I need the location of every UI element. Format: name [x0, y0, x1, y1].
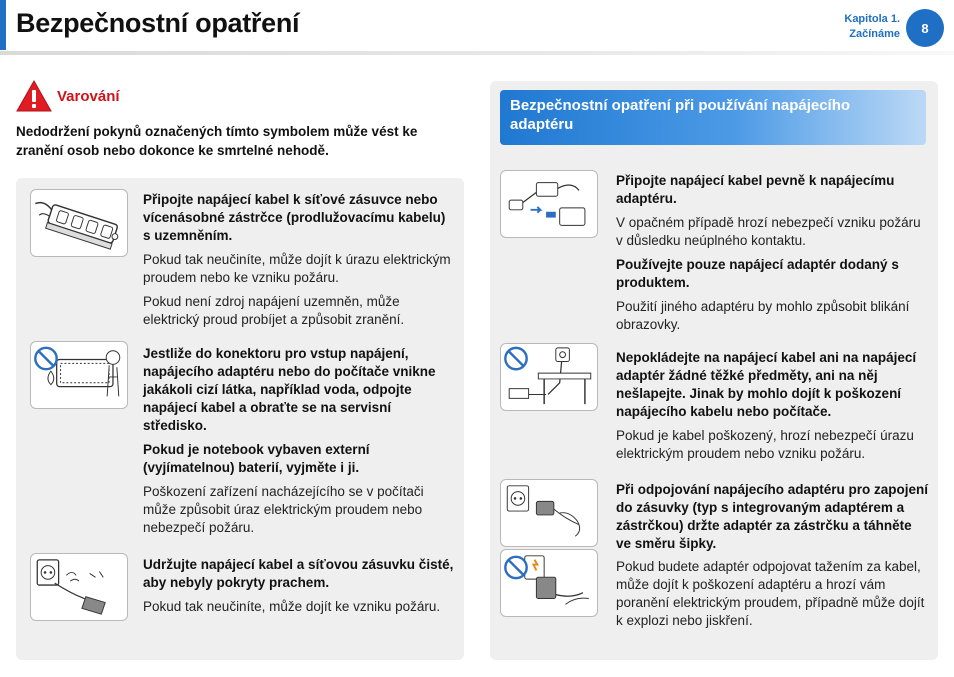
left-item-1: [143, 191, 456, 335]
header-accent-bar: [0, 0, 6, 50]
no-foreign-objects-icon: [30, 341, 128, 409]
dusty-plug-icon: [30, 553, 128, 621]
right-item-2-consequence: Pokud je kabel poškozený, hrozí nebezpečí úrazu elektrickým proudem nebo vzniku požáru.: [616, 428, 914, 461]
left-item-3: [143, 556, 456, 622]
chapter-number: Kapitola 1.: [844, 13, 900, 25]
warning-triangle-icon: [16, 80, 52, 112]
right-item-4-consequence: Pokud budete adaptér odpojovat tažením za kabel, může dojít k poškození adaptéru a hrozí vám poranění elektrickým proudem, případně může dojít k explozi nebo jiskření.: [616, 559, 925, 628]
no-heavy-objects-icon: [500, 343, 598, 411]
left-item-2-battery: Pokud je notebook vybaven externí (vyjímatelnou) baterií, vyjměte i ji.: [143, 442, 370, 475]
left-item-1-consequence: Pokud tak neučiníte, může dojít k úrazu elektrickým proudem nebo ke vzniku požáru.: [143, 252, 451, 285]
power-strip-icon: [30, 189, 128, 257]
right-item-2-instruction: Nepokládejte na napájecí kabel ani na napájecí adaptér žádné těžké předměty, ani na něj nešlapejte. Jinak by mohlo dojít k poškození napájecího kabelu nebo počítače.: [616, 350, 917, 419]
left-item-1-note: Pokud není zdroj napájení uzemněn, může elektrický proud probíjet a způsobit zranění.: [143, 294, 405, 327]
header-divider: [0, 51, 954, 55]
right-item-1-instruction-2: Používejte pouze napájecí adaptér dodaný s produktem.: [616, 257, 899, 290]
page-number-badge: 8: [906, 9, 944, 47]
right-item-3: [616, 481, 930, 559]
right-item-2: [616, 349, 930, 469]
left-item-2-instruction: Jestliže do konektoru pro vstup napájení, napájecího adaptéru nebo do počítače vnikne jakákoli cizí látka, například voda, odpojte napájecí kabel a obraťte se na servisní středisko.: [143, 346, 436, 433]
left-item-3-consequence: Pokud tak neučiníte, může dojít ke vzniku požáru.: [143, 599, 441, 614]
chapter-label: [844, 12, 900, 42]
right-item-1: [616, 172, 930, 340]
chapter-name: Začínáme: [849, 28, 900, 40]
page-title: Bezpečnostní opatření: [16, 8, 300, 38]
right-item-1-consequence-2: Použití jiného adaptéru by mohlo způsobit blikání obrazovky.: [616, 299, 910, 332]
right-item-3-instruction: Při odpojování napájecího adaptéru pro zapojení do zásuvky (typ s integrovaným adaptérem a zástrčkou) držte adaptér za zástrčku a táhněte ve směru šipky.: [616, 482, 929, 551]
left-item-2-consequence: Poškození zařízení nacházejícího se v počítači může způsobit úraz elektrickým proudem nebo nebezpečí požáru.: [143, 484, 424, 535]
warning-title: Varování: [57, 88, 120, 105]
adapter-connection-icon: [500, 170, 598, 238]
adapter-section-title: Bezpečnostní opatření při používání napájecího adaptéru: [500, 90, 926, 145]
left-item-3-instruction: Udržujte napájecí kabel a síťovou zásuvku čisté, aby nebyly pokryty prachem.: [143, 557, 454, 590]
left-item-1-instruction: Připojte napájecí kabel k síťové zásuvce nebo vícenásobné zástrčce (prodlužovacímu kabelu) s uzemněním.: [143, 192, 446, 243]
right-item-1-consequence: V opačném případě hrozí nebezpečí vzniku požáru v důsledku neúplného kontaktu.: [616, 215, 921, 248]
no-pulling-cable-icon: [500, 549, 598, 617]
right-item-1-instruction: Připojte napájecí kabel pevně k napájecímu adaptéru.: [616, 173, 895, 206]
left-item-2: [143, 345, 456, 543]
unplug-by-adapter-icon: [500, 479, 598, 547]
warning-text: Nedodržení pokynů označených tímto symbolem může vést ke zranění osob nebo dokonce ke smrtelné nehodě.: [16, 124, 418, 158]
right-item-4: [616, 558, 930, 636]
